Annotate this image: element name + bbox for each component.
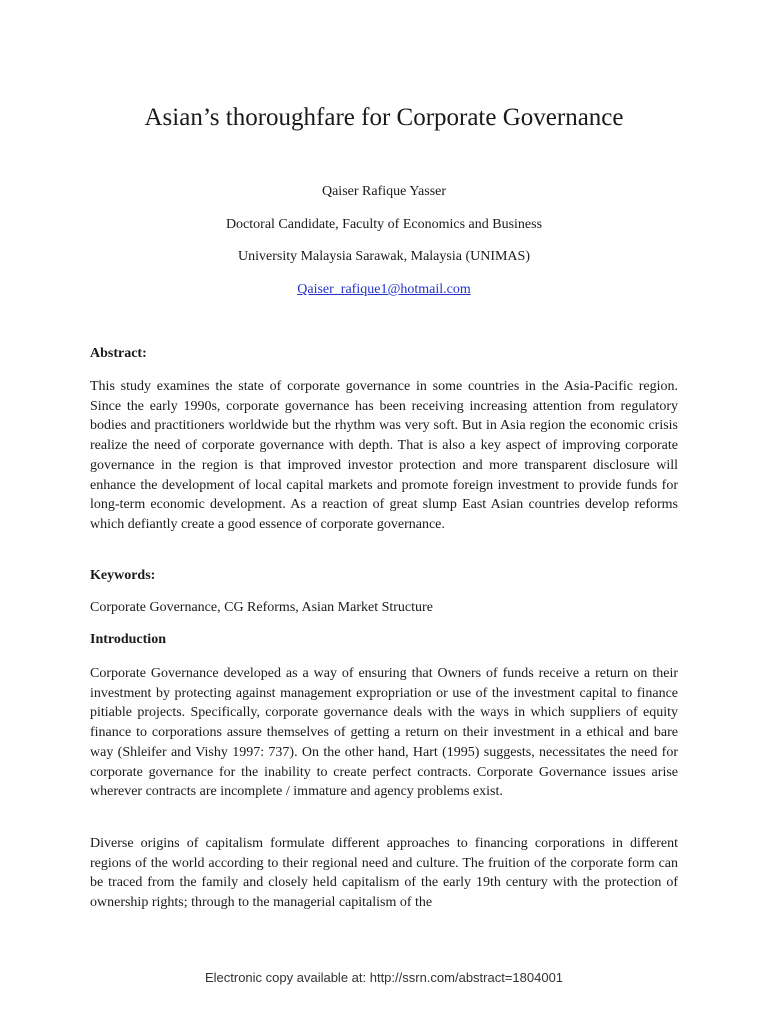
affiliation-line-1: Doctoral Candidate, Faculty of Economics and Business	[225, 217, 543, 232]
introduction-heading: Introduction	[90, 632, 166, 647]
author-email-link[interactable]: Qaiser_rafique1@hotmail.com	[297, 282, 471, 297]
email-line	[0, 282, 768, 298]
keywords-text: Corporate Governance, CG Reforms, Asian Market Structure	[90, 600, 433, 615]
ssrn-footer: Electronic copy available at: http://ssrn.com/abstract=1804001	[204, 970, 564, 985]
abstract-heading: Abstract:	[90, 346, 147, 361]
author-name: Qaiser Rafique Yasser	[321, 184, 447, 199]
paper-title: Asian’s thoroughfare for Corporate Governance	[144, 104, 624, 131]
keywords-heading: Keywords:	[90, 568, 156, 583]
affiliation-line-2: University Malaysia Sarawak, Malaysia (UNIMAS)	[238, 249, 530, 264]
abstract-text: This study examines the state of corporate governance in some countries in the Asia-Pacific region. Since the early 1990s, corporate governance has been receiving increasing attention from regulatory bodies and practitioners worldwide but the rhythm was very soft. But in Asia region the economic crisis realize the need of corporate governance with depth. That is also a key aspect of improving corporate governance in the region is that improved investor protection and more transparent disclosure will enhance the development of local capital markets and promote foreign investment to provide funds for long-term economic development. As a reaction of great slump East Asian countries develop reforms which defiantly create a good essence of corporate governance.	[90, 379, 678, 532]
introduction-paragraph-2: Diverse origins of capitalism formulate different approaches to financing corporations in different regions of the world according to their regional need and culture. The fruition of the corporate form can be traced from the family and closely held capitalism of the early 19th century with the protection of ownership rights; through to the managerial capitalism of the	[90, 836, 678, 911]
introduction-paragraph-1: Corporate Governance developed as a way of ensuring that Owners of funds receive a return on their investment by protecting against management expropriation or use of the investment capital to finance pitiable projects. Specifically, corporate governance deals with the ways in which suppliers of equity finance to corporations assure themselves of getting a return on their investment in a ethical and bare way (Shleifer and Vishy 1997: 737). On the other hand, Hart (1995) suggests, necessitates the need for corporate governance for the inability to create perfect contracts. Corporate Governance issues arise wherever contracts are incomplete / immature and agency problems exist.	[90, 666, 678, 800]
